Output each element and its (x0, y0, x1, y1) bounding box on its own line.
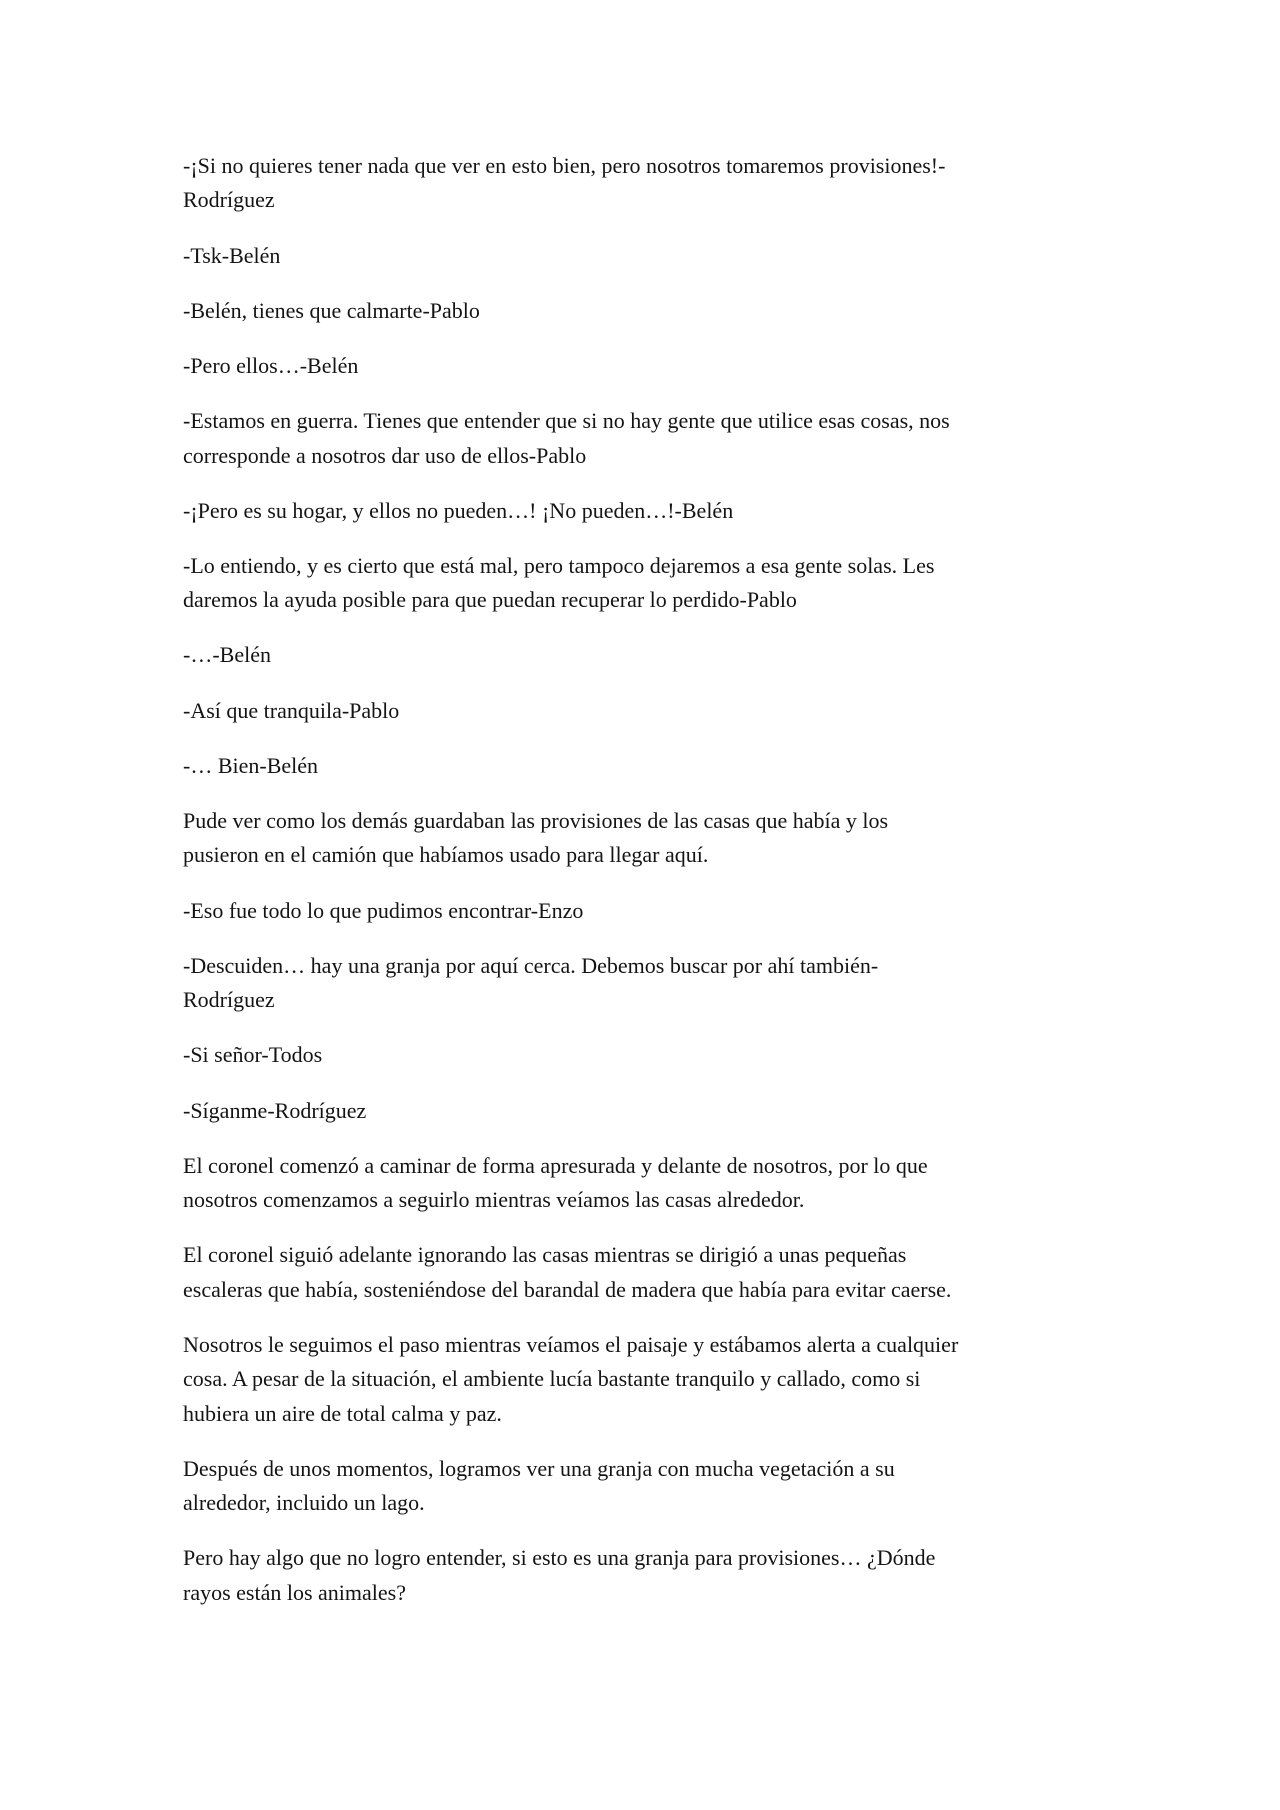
dialogue-paragraph (183, 149, 1113, 218)
text-line: Nosotros le seguimos el paso mientras veíamos el paisaje y estábamos alerta a cualquier (183, 1331, 959, 1357)
text-line: alrededor, incluido un lago. (183, 1490, 425, 1516)
narration-paragraph (183, 1328, 1113, 1431)
text-line: -¡Pero es su hogar, y ellos no pueden…! ¡No pueden…!-Belén (183, 497, 734, 523)
text-line: Después de unos momentos, logramos ver una granja con mucha vegetación a su (183, 1455, 895, 1481)
dialogue-paragraph (183, 239, 1113, 273)
dialogue-paragraph (183, 349, 1113, 383)
dialogue-paragraph (183, 549, 1113, 618)
text-line: -Eso fue todo lo que pudimos encontrar-Enzo (183, 897, 584, 923)
text-line: -Pero ellos…-Belén (183, 352, 359, 378)
document-body (183, 149, 1113, 1631)
text-line: nosotros comenzamos a seguirlo mientras veíamos las casas alrededor. (183, 1187, 805, 1213)
text-line: -… Bien-Belén (183, 752, 319, 778)
text-line: corresponde a nosotros dar uso de ellos-Pablo (183, 442, 587, 468)
narration-paragraph (183, 1452, 1113, 1521)
text-line: -Tsk-Belén (183, 242, 281, 268)
dialogue-paragraph (183, 404, 1113, 473)
text-line: -Belén, tienes que calmarte-Pablo (183, 297, 480, 323)
dialogue-paragraph (183, 494, 1113, 528)
text-line: daremos la ayuda posible para que puedan recuperar lo perdido-Pablo (183, 587, 797, 613)
text-line: -Si señor-Todos (183, 1042, 323, 1068)
text-line: -¡Si no quieres tener nada que ver en esto bien, pero nosotros tomaremos provisiones!- (183, 153, 946, 178)
text-line: -Síganme-Rodríguez (183, 1097, 367, 1123)
dialogue-paragraph (183, 949, 1113, 1018)
text-line: -Estamos en guerra. Tienes que entender que si no hay gente que utilice esas cosas, nos (183, 408, 950, 434)
text-line: hubiera un aire de total calma y paz. (183, 1400, 502, 1426)
text-line: cosa. A pesar de la situación, el ambiente lucía bastante tranquilo y callado, como si (183, 1366, 921, 1392)
text-line: Pude ver como los demás guardaban las provisiones de las casas que había y los (183, 808, 889, 834)
text-line: El coronel siguió adelante ignorando las casas mientras se dirigió a unas pequeñas (183, 1242, 907, 1268)
dialogue-paragraph (183, 694, 1113, 728)
text-line: Pero hay algo que no logro entender, si esto es una granja para provisiones… ¿Dónde (183, 1545, 936, 1571)
narration-paragraph (183, 1238, 1113, 1307)
text-line: -Descuiden… hay una granja por aquí cerca. Debemos buscar por ahí también- (183, 952, 879, 978)
dialogue-paragraph (183, 1094, 1113, 1128)
dialogue-paragraph (183, 749, 1113, 783)
text-line: -Lo entiendo, y es cierto que está mal, pero tampoco dejaremos a esa gente solas. Les (183, 552, 935, 578)
text-line: -Así que tranquila-Pablo (183, 697, 400, 723)
narration-paragraph (183, 1541, 1113, 1610)
dialogue-paragraph (183, 894, 1113, 928)
narration-paragraph (183, 804, 1113, 873)
dialogue-paragraph (183, 294, 1113, 328)
text-line: -…-Belén (183, 642, 271, 668)
narration-paragraph (183, 1149, 1113, 1218)
text-line: escaleras que había, sosteniéndose del barandal de madera que había para evitar caerse. (183, 1276, 952, 1302)
text-line: rayos están los animales? (183, 1579, 406, 1605)
dialogue-paragraph (183, 638, 1113, 672)
text-line: El coronel comenzó a caminar de forma apresurada y delante de nosotros, por lo que (183, 1152, 928, 1178)
text-line: pusieron en el camión que habíamos usado para llegar aquí. (183, 842, 709, 868)
dialogue-paragraph (183, 1038, 1113, 1072)
text-line: Rodríguez (183, 987, 275, 1013)
text-line: Rodríguez (183, 187, 275, 213)
